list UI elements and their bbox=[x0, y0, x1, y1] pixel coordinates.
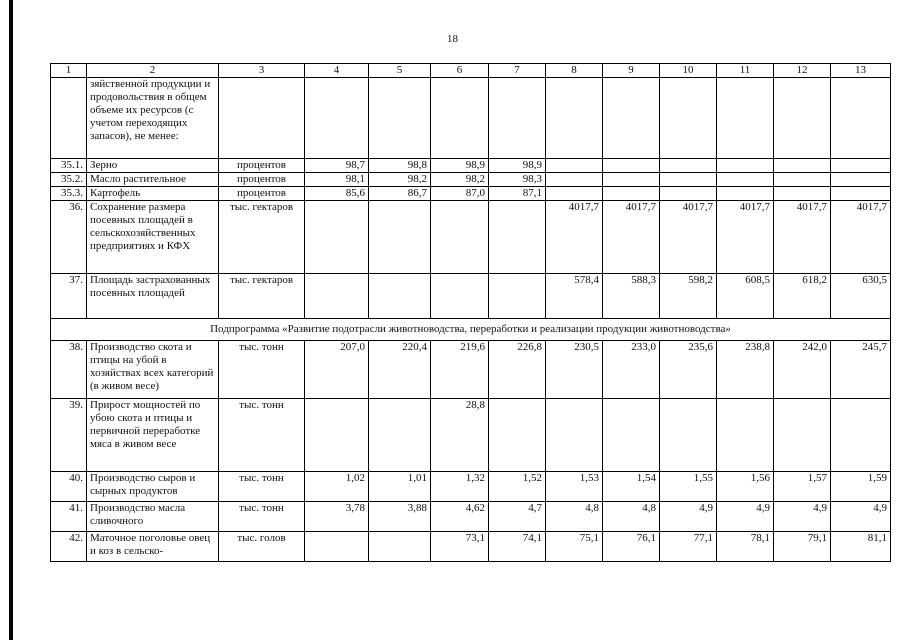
value-cell bbox=[489, 201, 546, 274]
value-cell: 81,1 bbox=[831, 532, 891, 562]
value-cell: 98,9 bbox=[431, 159, 489, 173]
value-cell: 1,02 bbox=[305, 472, 369, 502]
value-cell: 98,3 bbox=[489, 173, 546, 187]
value-cell: 3,88 bbox=[369, 502, 431, 532]
value-cell: 98,2 bbox=[369, 173, 431, 187]
value-cell bbox=[546, 187, 603, 201]
row-number: 41. bbox=[51, 502, 87, 532]
value-cell: 245,7 bbox=[831, 341, 891, 399]
column-header: 13 bbox=[831, 64, 891, 78]
value-cell bbox=[774, 187, 831, 201]
value-cell bbox=[431, 274, 489, 319]
value-cell: 85,6 bbox=[305, 187, 369, 201]
indicator-name: Масло растительное bbox=[87, 173, 219, 187]
table-row bbox=[51, 532, 891, 562]
value-cell: 238,8 bbox=[717, 341, 774, 399]
value-cell: 1,01 bbox=[369, 472, 431, 502]
value-cell bbox=[546, 78, 603, 159]
value-cell: 86,7 bbox=[369, 187, 431, 201]
value-cell bbox=[431, 201, 489, 274]
section-row bbox=[51, 319, 891, 341]
table-row bbox=[51, 201, 891, 274]
value-cell bbox=[489, 274, 546, 319]
value-cell bbox=[305, 78, 369, 159]
unit: процентов bbox=[219, 187, 305, 201]
value-cell bbox=[660, 78, 717, 159]
value-cell: 588,3 bbox=[603, 274, 660, 319]
value-cell bbox=[305, 399, 369, 472]
column-header: 3 bbox=[219, 64, 305, 78]
row-number: 35.2. bbox=[51, 173, 87, 187]
value-cell: 230,5 bbox=[546, 341, 603, 399]
value-cell bbox=[717, 187, 774, 201]
value-cell bbox=[831, 187, 891, 201]
table-row bbox=[51, 502, 891, 532]
value-cell: 98,2 bbox=[431, 173, 489, 187]
value-cell bbox=[369, 532, 431, 562]
value-cell: 4017,7 bbox=[774, 201, 831, 274]
unit: тыс. гектаров bbox=[219, 201, 305, 274]
column-header: 12 bbox=[774, 64, 831, 78]
value-cell: 598,2 bbox=[660, 274, 717, 319]
value-cell bbox=[546, 159, 603, 173]
column-header: 2 bbox=[87, 64, 219, 78]
value-cell bbox=[831, 173, 891, 187]
section-title: Подпрограмма «Развитие подотрасли животноводства, переработки и реализации продукции животноводства» bbox=[51, 319, 891, 341]
value-cell bbox=[774, 399, 831, 472]
value-cell bbox=[603, 173, 660, 187]
value-cell bbox=[603, 78, 660, 159]
indicator-name: Производство сыров и сырных продуктов bbox=[87, 472, 219, 502]
value-cell: 98,8 bbox=[369, 159, 431, 173]
value-cell bbox=[660, 399, 717, 472]
column-header: 11 bbox=[717, 64, 774, 78]
value-cell: 87,0 bbox=[431, 187, 489, 201]
indicator-name: Производство масла сливочного bbox=[87, 502, 219, 532]
value-cell bbox=[717, 173, 774, 187]
column-header: 5 bbox=[369, 64, 431, 78]
column-header: 10 bbox=[660, 64, 717, 78]
value-cell: 73,1 bbox=[431, 532, 489, 562]
table-row bbox=[51, 187, 891, 201]
value-cell bbox=[431, 78, 489, 159]
value-cell: 220,4 bbox=[369, 341, 431, 399]
value-cell: 76,1 bbox=[603, 532, 660, 562]
row-number: 42. bbox=[51, 532, 87, 562]
value-cell: 4,9 bbox=[660, 502, 717, 532]
value-cell: 3,78 bbox=[305, 502, 369, 532]
column-header: 6 bbox=[431, 64, 489, 78]
value-cell: 207,0 bbox=[305, 341, 369, 399]
row-number: 40. bbox=[51, 472, 87, 502]
unit: тыс. голов bbox=[219, 532, 305, 562]
value-cell bbox=[774, 78, 831, 159]
value-cell: 4017,7 bbox=[603, 201, 660, 274]
value-cell bbox=[305, 274, 369, 319]
value-cell: 1,57 bbox=[774, 472, 831, 502]
unit bbox=[219, 78, 305, 159]
table-row bbox=[51, 173, 891, 187]
value-cell bbox=[603, 187, 660, 201]
unit: тыс. гектаров bbox=[219, 274, 305, 319]
row-number: 35.1. bbox=[51, 159, 87, 173]
unit: тыс. тонн bbox=[219, 341, 305, 399]
value-cell: 233,0 bbox=[603, 341, 660, 399]
value-cell bbox=[369, 78, 431, 159]
value-cell: 226,8 bbox=[489, 341, 546, 399]
value-cell bbox=[831, 159, 891, 173]
indicator-name: Сохранение размера посевных площадей в сельскохозяйственных предприятиях и КФХ bbox=[87, 201, 219, 274]
value-cell: 618,2 bbox=[774, 274, 831, 319]
table-header-row bbox=[51, 64, 891, 78]
value-cell: 78,1 bbox=[717, 532, 774, 562]
value-cell: 1,32 bbox=[431, 472, 489, 502]
value-cell bbox=[489, 78, 546, 159]
value-cell bbox=[369, 274, 431, 319]
value-cell: 4,8 bbox=[603, 502, 660, 532]
value-cell: 1,52 bbox=[489, 472, 546, 502]
value-cell: 4,9 bbox=[717, 502, 774, 532]
indicator-name: Производство скота и птицы на убой в хозяйствах всех категорий (в живом весе) bbox=[87, 341, 219, 399]
value-cell: 28,8 bbox=[431, 399, 489, 472]
table-row bbox=[51, 472, 891, 502]
value-cell: 235,6 bbox=[660, 341, 717, 399]
page-left-border bbox=[9, 0, 13, 640]
column-header: 7 bbox=[489, 64, 546, 78]
value-cell bbox=[660, 159, 717, 173]
value-cell bbox=[603, 159, 660, 173]
value-cell: 4017,7 bbox=[660, 201, 717, 274]
column-header: 1 bbox=[51, 64, 87, 78]
value-cell: 608,5 bbox=[717, 274, 774, 319]
value-cell bbox=[546, 173, 603, 187]
column-header: 8 bbox=[546, 64, 603, 78]
unit: процентов bbox=[219, 159, 305, 173]
value-cell bbox=[489, 399, 546, 472]
value-cell bbox=[660, 173, 717, 187]
value-cell: 242,0 bbox=[774, 341, 831, 399]
value-cell bbox=[831, 399, 891, 472]
column-header: 4 bbox=[305, 64, 369, 78]
table-row bbox=[51, 341, 891, 399]
value-cell bbox=[774, 159, 831, 173]
value-cell: 74,1 bbox=[489, 532, 546, 562]
value-cell: 4,62 bbox=[431, 502, 489, 532]
value-cell: 77,1 bbox=[660, 532, 717, 562]
value-cell: 4017,7 bbox=[831, 201, 891, 274]
value-cell bbox=[660, 187, 717, 201]
table-row bbox=[51, 159, 891, 173]
indicator-name: Площадь застрахованных посевных площадей bbox=[87, 274, 219, 319]
value-cell bbox=[717, 159, 774, 173]
value-cell: 578,4 bbox=[546, 274, 603, 319]
value-cell bbox=[774, 173, 831, 187]
row-number: 37. bbox=[51, 274, 87, 319]
indicator-name: Картофель bbox=[87, 187, 219, 201]
column-header: 9 bbox=[603, 64, 660, 78]
indicator-name: Прирост мощностей по убою скота и птицы и первичной переработке мяса в живом весе bbox=[87, 399, 219, 472]
unit: тыс. тонн bbox=[219, 399, 305, 472]
value-cell bbox=[305, 532, 369, 562]
value-cell: 1,55 bbox=[660, 472, 717, 502]
value-cell: 87,1 bbox=[489, 187, 546, 201]
unit: процентов bbox=[219, 173, 305, 187]
value-cell bbox=[369, 201, 431, 274]
value-cell: 219,6 bbox=[431, 341, 489, 399]
value-cell: 1,56 bbox=[717, 472, 774, 502]
value-cell bbox=[369, 399, 431, 472]
row-number: 36. bbox=[51, 201, 87, 274]
value-cell bbox=[717, 78, 774, 159]
row-number: 38. bbox=[51, 341, 87, 399]
page-number: 18 bbox=[447, 33, 458, 45]
row-number: 35.3. bbox=[51, 187, 87, 201]
value-cell bbox=[305, 201, 369, 274]
value-cell: 1,54 bbox=[603, 472, 660, 502]
indicator-name: Зерно bbox=[87, 159, 219, 173]
value-cell: 4,9 bbox=[831, 502, 891, 532]
value-cell: 4017,7 bbox=[717, 201, 774, 274]
row-number: 39. bbox=[51, 399, 87, 472]
indicators-table bbox=[50, 63, 891, 562]
value-cell bbox=[831, 78, 891, 159]
table-row bbox=[51, 399, 891, 472]
value-cell bbox=[546, 399, 603, 472]
unit: тыс. тонн bbox=[219, 472, 305, 502]
row-number bbox=[51, 78, 87, 159]
value-cell bbox=[603, 399, 660, 472]
value-cell: 79,1 bbox=[774, 532, 831, 562]
indicator-name: зяйственной продукции и продовольствия в общем объеме их ресурсов (с учетом переходящих запасов), не менее: bbox=[87, 78, 219, 159]
value-cell: 4,8 bbox=[546, 502, 603, 532]
value-cell: 1,53 bbox=[546, 472, 603, 502]
value-cell: 1,59 bbox=[831, 472, 891, 502]
value-cell: 98,1 bbox=[305, 173, 369, 187]
table-row bbox=[51, 78, 891, 159]
value-cell: 75,1 bbox=[546, 532, 603, 562]
value-cell: 630,5 bbox=[831, 274, 891, 319]
value-cell: 4,9 bbox=[774, 502, 831, 532]
value-cell: 98,9 bbox=[489, 159, 546, 173]
unit: тыс. тонн bbox=[219, 502, 305, 532]
value-cell: 4,7 bbox=[489, 502, 546, 532]
table-row bbox=[51, 274, 891, 319]
value-cell: 98,7 bbox=[305, 159, 369, 173]
indicator-name: Маточное поголовье овец и коз в сельско- bbox=[87, 532, 219, 562]
value-cell bbox=[717, 399, 774, 472]
value-cell: 4017,7 bbox=[546, 201, 603, 274]
